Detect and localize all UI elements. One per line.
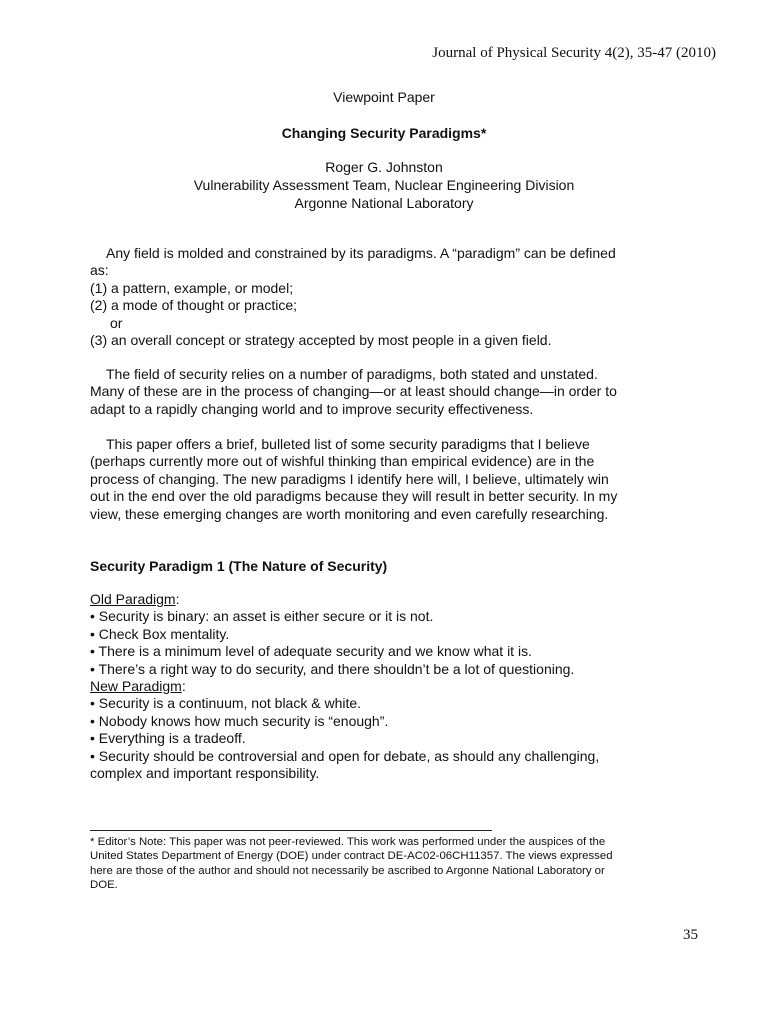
text-line: out in the end over the old paradigms because they will result in better security. In my: [90, 488, 618, 505]
text-line: as:: [90, 262, 109, 279]
list-item: • Security should be controversial and open for debate, as should any challenging,: [90, 747, 600, 764]
author-name: Roger G. Johnston: [325, 159, 443, 175]
old-paradigm-label: Old Paradigm:: [90, 591, 180, 607]
new-paradigm-block: [90, 678, 690, 782]
new-paradigm-label-text: New Paradigm: [90, 678, 182, 694]
list-item: • Security is a continuum, not black & white.: [90, 695, 362, 712]
footnote-line: * Editor’s Note: This paper was not peer-reviewed. This work was performed under the auspices of the: [90, 836, 606, 848]
list-item: • Nobody knows how much security is “enough”.: [90, 712, 389, 729]
paper-title: Changing Security Paradigms*: [281, 125, 487, 141]
definition-or: or: [110, 314, 123, 331]
text-line: process of changing. The new paradigms I identify here will, I believe, ultimately win: [90, 470, 609, 487]
page-number: 35: [683, 927, 698, 943]
definition-3: (3) an overall concept or strategy accepted by most people in a given field.: [90, 332, 552, 349]
definition-1: (1) a pattern, example, or model;: [90, 279, 294, 296]
definition-2: (2) a mode of thought or practice;: [90, 297, 297, 314]
intro-paragraph-1: [90, 245, 690, 349]
text-line: view, these emerging changes are worth monitoring and even carefully researching.: [90, 505, 609, 522]
paper-type: Viewpoint Paper: [333, 89, 435, 105]
journal-header: Journal of Physical Security 4(2), 35-47 (2010): [432, 45, 716, 61]
list-item: • There is a minimum level of adequate security and we know what it is.: [90, 643, 532, 660]
author-affiliation-lab: Argonne National Laboratory: [294, 195, 474, 211]
intro-paragraph-3: [90, 436, 690, 523]
intro-paragraph-2: [90, 366, 690, 418]
footnote-line: DOE.: [90, 879, 118, 892]
text-line: adapt to a rapidly changing world and to improve security effectiveness.: [90, 400, 534, 417]
old-paradigm-block: [90, 591, 690, 678]
footnote-divider: [90, 830, 492, 831]
old-paradigm-label-text: Old Paradigm: [90, 591, 176, 607]
section-heading: Security Paradigm 1 (The Nature of Security): [90, 558, 388, 574]
list-item-continuation: complex and important responsibility.: [90, 765, 320, 782]
author-affiliation-team: Vulnerability Assessment Team, Nuclear Engineering Division: [193, 177, 575, 193]
text-line: This paper offers a brief, bulleted list of some security paradigms that I believe: [106, 436, 590, 452]
list-item: • Check Box mentality.: [90, 625, 230, 642]
new-paradigm-label: New Paradigm:: [90, 678, 186, 694]
list-item: • Everything is a tradeoff.: [90, 730, 246, 747]
footnote-line: United States Department of Energy (DOE) under contract DE-AC02-06CH11357. The views expressed: [90, 850, 613, 863]
text-line: The field of security relies on a number of paradigms, both stated and unstated.: [106, 366, 598, 382]
text-line: Many of these are in the process of changing—or at least should change—in order to: [90, 383, 617, 400]
text-line: (perhaps currently more out of wishful thinking than empirical evidence) are in the: [90, 453, 595, 470]
text-line: Any field is molded and constrained by its paradigms. A “paradigm” can be defined: [106, 245, 616, 261]
list-item: • Security is binary: an asset is either secure or it is not.: [90, 608, 434, 625]
list-item: • There’s a right way to do security, and there shouldn’t be a lot of questioning.: [90, 660, 575, 677]
footnote: [90, 835, 690, 893]
footnote-line: here are those of the author and should not necessarily be ascribed to Argonne National Laboratory or: [90, 864, 605, 877]
